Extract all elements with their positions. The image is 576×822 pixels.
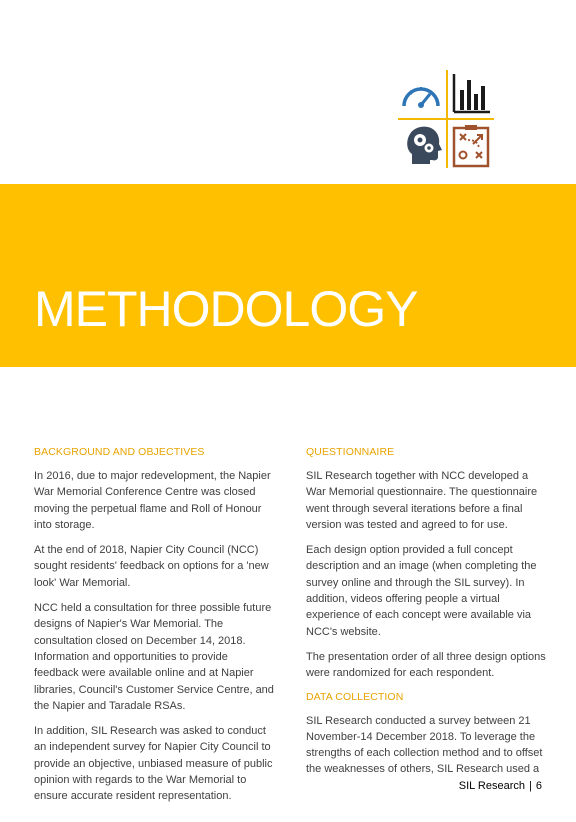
- divider-horizontal: [398, 118, 494, 120]
- paragraph: In addition, SIL Research was asked to conduct an independent survey for Napier City Council to provide an objective, unbiased measure of public opinion with regards to the War Memorial to ensure accurate resident representation.: [34, 725, 273, 803]
- paragraph: Each design option provided a full concept description and an image (when completing the survey online and through the SIL survey). In addition, videos offering people a virtual experience of each concept were available via NCC's website.: [306, 544, 537, 638]
- paragraph: SIL Research together with NCC developed a War Memorial questionnaire. The questionnaire went through several iterations before a final version was tested and agreed to for use.: [306, 470, 538, 531]
- title-banner: [0, 184, 576, 367]
- icon-grid: [398, 68, 494, 170]
- left-column: [34, 446, 274, 814]
- bar-chart-icon: [452, 72, 492, 114]
- paragraph: The presentation order of all three design options were randomized for each respondent.: [306, 650, 546, 680]
- paragraph: In 2016, due to major redevelopment, the Napier War Memorial Conference Centre was closed moving the perpetual flame and Roll of Honour into storage.: [34, 470, 271, 531]
- gauge-icon: [400, 78, 442, 110]
- section-heading-questionnaire: QUESTIONNAIRE: [306, 446, 395, 458]
- section-heading-data-collection: DATA COLLECTION: [306, 690, 404, 703]
- paragraph: NCC held a consultation for three possible future designs of Napier's War Memorial. The consultation closed on December 14, 2018. Information and opportunities to provide feedback were available online and at Napier libraries, Council's Customer Service Centre, and the Napier and Taradale RSAs.: [34, 602, 274, 712]
- page-title: METHODOLOGY: [34, 281, 418, 337]
- head-gears-icon: [404, 124, 442, 166]
- section-heading-background: BACKGROUND AND OBJECTIVES: [34, 446, 205, 458]
- strategy-board-icon: [452, 124, 492, 168]
- paragraph: SIL Research conducted a survey between 21 November-14 December 2018. To leverage the strengths of each collection method and to offset the weaknesses of others, SIL Research used a: [306, 714, 543, 776]
- right-column: [306, 446, 546, 787]
- paragraph: At the end of 2018, Napier City Council (NCC) sought residents' feedback on options for a 'new look' War Memorial.: [34, 544, 269, 589]
- page-number: 6: [535, 780, 542, 792]
- page-footer: [459, 780, 542, 792]
- footer-org: SIL Research: [458, 780, 526, 792]
- footer-separator: |: [529, 780, 532, 792]
